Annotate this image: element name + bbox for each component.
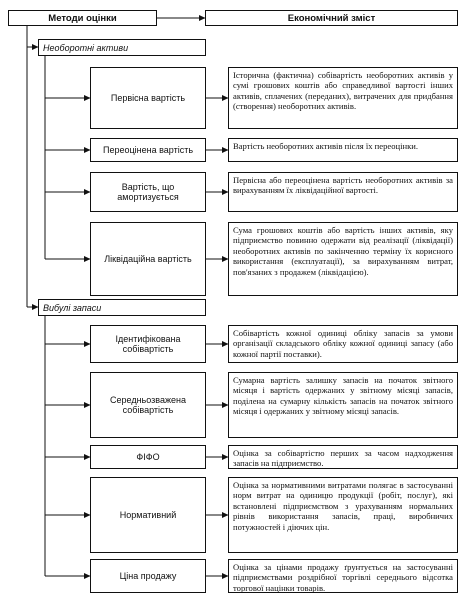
description-fifo: Оцінка за собівартістю перших за часом надходження запасів на підприємство. [228,445,458,469]
group-label-disposed-inventories: Вибулі запаси [38,299,206,316]
description-sale-price: Оцінка за цінами продажу ґрунтується на застосуванні підприємствами роздрібної торгівлі середнього відсотка торгової націнки товарів. [228,559,458,593]
description-revalued-cost: Вартість необоротних активів після їх переоцінки. [228,138,458,162]
methods-header: Методи оцінки [8,10,157,26]
method-box-original-cost: Первісна вартість [90,67,206,129]
content-header: Економічний зміст [205,10,458,26]
description-identified-cost: Собівартість кожної одиниці обліку запасів за умови організації складського обліку кожної одиниці запасу (або кожної партії поставки). [228,325,458,363]
description-depreciable-cost: Первісна або переоцінена вартість необоротних активів за вирахуванням їх ліквідаційної вартості. [228,172,458,212]
method-box-weighted-average-cost: Середньозважена собівартість [90,372,206,438]
description-normative: Оцінка за нормативними витратами полягає в застосуванні норм витрат на одиницю продукції (робіт, послуг), які встановлені підприємством з урахуванням нормальних рівнів використання запасів, праці, виробничих потужностей і діючих цін. [228,477,458,553]
method-box-fifo: ФІФО [90,445,206,469]
method-box-liquidation-value: Ліквідаційна вартість [90,222,206,296]
method-box-identified-cost: Ідентифікована собівартість [90,325,206,363]
method-box-sale-price: Ціна продажу [90,559,206,593]
description-liquidation-value: Сума грошових коштів або вартість інших активів, яку підприємство повинно одержати від реалізації (ліквідації) необоротних активів по закінченню терміну їх корисного використання (експлуатації), за вирахуванням витрат, пов'язаних з продажем (ліквідацією). [228,222,458,296]
description-original-cost: Історична (фактична) собівартість необоротних активів у сумі грошових коштів або справедливої вартості інших активів, сплачених (переданих), витрачених для придбання (створення) необоротних активів. [228,67,458,129]
group-label-non-current-assets: Необоротні активи [38,39,206,56]
method-box-normative: Нормативний [90,477,206,553]
description-weighted-average-cost: Сумарна вартість залишку запасів на початок звітного місяця і вартість одержаних у звітному місяці запасів, поділена на сумарну кількість запасів на початок звітного місяця і одержаних у звітному місяці запасів. [228,372,458,438]
method-box-depreciable-cost: Вартість, що амортизується [90,172,206,212]
method-box-revalued-cost: Переоцінена вартість [90,138,206,162]
